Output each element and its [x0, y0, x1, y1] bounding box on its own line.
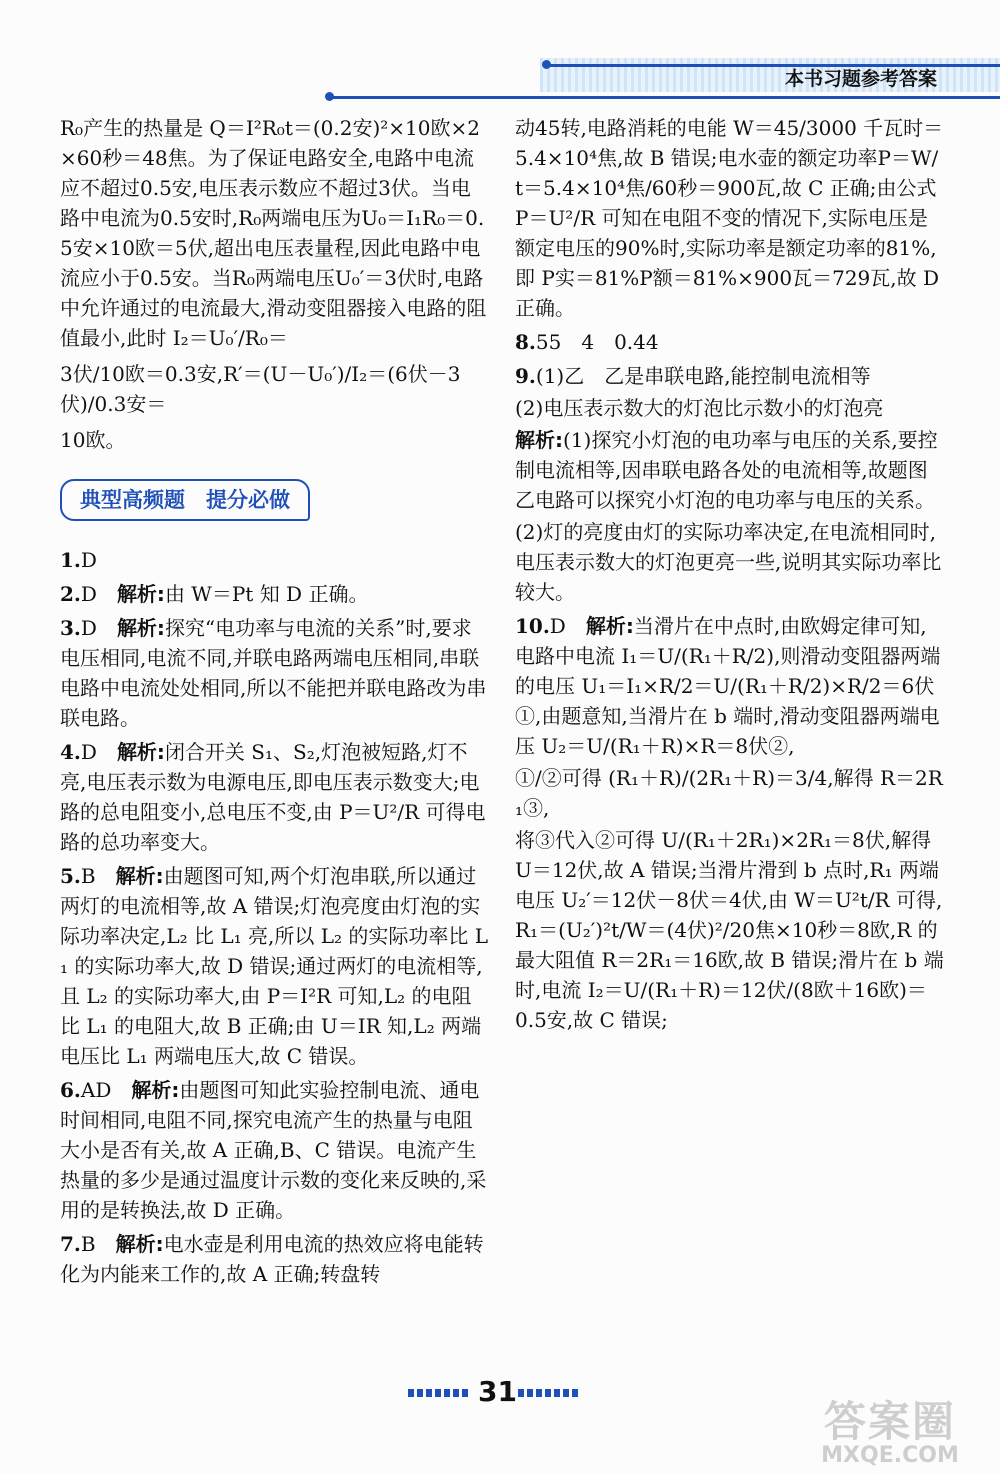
answer-1 — [60, 545, 490, 575]
right-column — [515, 113, 945, 1037]
header-label: 本书习题参考答案 — [785, 68, 938, 90]
page-number-ornament — [518, 1389, 580, 1397]
jiexi-label: 解析: — [116, 582, 165, 606]
answer-number: 3. — [60, 616, 81, 640]
continued-formula: 3伏/10欧＝0.3安,R′＝(U－U₀′)/I₂＝(6伏－3伏)/0.3安＝ — [60, 362, 461, 416]
answer-number: 2. — [60, 582, 81, 606]
answer-number: 6. — [60, 1078, 81, 1102]
page-number: 31 — [478, 1375, 517, 1408]
answer-7-continued: 动45转,电路消耗的电能 W＝45/3000 千瓦时＝5.4×10⁴焦,故 B 错误;电水壶的额定功率P＝W/t＝5.4×10⁴焦/60秒＝900瓦,故 C 正确;由公式 P＝U²/R 可知在电阻不变的情况下,实际电压是额定电压的90%时,实际功率是额定功率的81%,即 P实＝81%P额＝81%×900瓦＝729瓦,故 D 正确。 — [515, 116, 944, 320]
watermark-text: 答案圈 — [823, 1397, 956, 1446]
answer-7 — [60, 1229, 490, 1289]
answer-8 — [515, 327, 945, 357]
jiexi-label: 解析: — [131, 1078, 180, 1102]
header-dot-icon — [542, 60, 551, 69]
answer-10 — [515, 611, 945, 761]
answer-part-1: (1)乙 乙是串联电路,能控制电流相等 — [535, 364, 871, 388]
answer-number: 1. — [60, 548, 81, 572]
jiexi-label: 解析: — [116, 740, 165, 764]
answer-number: 10. — [515, 614, 550, 638]
answer-choice: D — [549, 614, 566, 638]
answer-number: 8. — [515, 330, 536, 354]
answer-choice: D — [80, 740, 97, 764]
answer-explanation: (1)探究小灯泡的电功率与电压的关系,要控制电流相等,因串联电路各处的电流相等,故题图乙电路可以探究小灯泡的电功率与电压的关系。 — [515, 428, 938, 512]
answer-explanation: 由 W＝Pt 知 D 正确。 — [164, 582, 369, 606]
section-heading: 典型高频题 提分必做 — [60, 479, 310, 521]
answer-explanation: 探究“电功率与电流的关系”时,要求电压相同,电流不同,并联电路两端电压相同,串联电路中电流处处相同,所以不能把并联电路改为串联电路。 — [60, 616, 487, 730]
answer-explanation: 闭合开关 S₁、S₂,灯泡被短路,灯不亮,电压表示数为电源电压,即电压表示数变大;电路的总电阻变小,总电压不变,由 P＝U²/R 可得电路的总功率变大。 — [60, 740, 486, 854]
answer-3 — [60, 613, 490, 733]
answer-choice: B — [80, 1232, 96, 1256]
jiexi-label: 解析: — [585, 614, 634, 638]
page-number-ornament — [408, 1389, 470, 1397]
answer-6 — [60, 1075, 490, 1225]
watermark-url: MXQE.COM — [821, 1443, 959, 1468]
continued-solution: R₀产生的热量是 Q＝I²R₀t＝(0.2安)²×10欧×2×60秒＝48焦。为了保证电路安全,电路中电流应不超过0.5安,电压表示数应不超过3伏。当电路中电流为0.5安时,R₀两端电压为U₀＝I₁R₀＝0.5安×10欧＝5伏,超出电压表量程,因此电路中电流应小于0.5安。当R₀两端电压U₀′＝3伏时,电路中允许通过的电流最大,滑动变阻器接入电路的阻值最小,此时 I₂＝U₀′/R₀＝ — [60, 116, 487, 350]
jiexi-label: 解析: — [115, 1232, 164, 1256]
answer-choice: B — [80, 864, 96, 888]
left-column — [60, 113, 490, 1293]
header-dot-icon — [325, 92, 334, 101]
header-rule-bottom — [330, 96, 1000, 99]
watermark — [790, 1397, 990, 1470]
answer-9-part-2: (2)电压表示数大的灯泡比示数小的灯泡亮 — [515, 396, 884, 420]
answer-explanation: 电水壶是利用电流的热效应将电能转化为内能来工作的,故 A 正确;转盘转 — [60, 1232, 484, 1286]
answer-9 — [515, 361, 945, 391]
answer-10-step-2: ①/②可得 (R₁＋R)/(2R₁＋R)＝3/4,解得 R＝2R₁③, — [515, 766, 943, 820]
answer-2 — [60, 579, 490, 609]
answer-5 — [60, 861, 490, 1071]
jiexi-label: 解析: — [515, 428, 563, 452]
answer-10-step-3: 将③代入②可得 U/(R₁＋2R₁)×2R₁＝8伏,解得U＝12伏,故 A 错误;当滑片滑到 b 点时,R₁ 两端电压 U₂′＝12伏－8伏＝4伏,由 W＝U²t/R 可得,R₁＝(U₂′)²t/W＝(4伏)²/20焦×10秒＝8欧,R 的最大阻值 R＝2R₁＝16欧,故 B 错误;滑片在 b 端时,电流 I₂＝U/(R₁＋R)＝12伏/(8欧＋16欧)＝0.5安,故 C 错误; — [515, 828, 944, 1032]
answer-explanation: 当滑片在中点时,由欧姆定律可知,电路中电流 I₁＝U/(R₁＋R/2),则滑动变阻器两端的电压 U₁＝I₁×R/2＝U/(R₁＋R/2)×R/2＝6伏①,由题意知,当滑片在 b 端时,滑动变阻器两端电压 U₂＝U/(R₁＋R)×R＝8伏②, — [515, 614, 941, 758]
answer-number: 9. — [515, 364, 536, 388]
answer-number: 5. — [60, 864, 81, 888]
jiexi-label: 解析: — [115, 864, 164, 888]
answer-number: 4. — [60, 740, 81, 764]
jiexi-label: 解析: — [116, 616, 165, 640]
answer-9-explanation-1 — [515, 425, 945, 515]
answer-4 — [60, 737, 490, 857]
answer-choice: D — [80, 616, 97, 640]
continued-result: 10欧。 — [60, 428, 126, 452]
answer-choice: 55 4 0.44 — [535, 330, 659, 354]
answer-9-explanation-2: (2)灯的亮度由灯的实际功率决定,在电流相同时,电压表示数大的灯泡更亮一些,说明其实际功率比较大。 — [515, 520, 942, 604]
answer-explanation: 由题图可知此实验控制电流、通电时间相同,电阻不同,探究电流产生的热量与电阻大小是否有关,故 A 正确,B、C 错误。电流产生热量的多少是通过温度计示数的变化来反映的,采用的是转换法,故 D 正确。 — [60, 1078, 487, 1222]
answer-choice: D — [80, 548, 97, 572]
answer-choice: AD — [80, 1078, 112, 1102]
answer-choice: D — [80, 582, 97, 606]
answer-number: 7. — [60, 1232, 81, 1256]
answer-explanation: 由题图可知,两个灯泡串联,所以通过两灯的电流相等,故 A 错误;灯泡亮度由灯泡的实际功率决定,L₂ 比 L₁ 亮,所以 L₂ 的实际功率比 L₁ 的实际功率大,故 D 错误;通过两灯的电流相等,且 L₂ 的实际功率大,由 P＝I²R 可知,L₂ 的电阻比 L₁ 的电阻大,故 B 正确;由 U＝IR 知,L₂ 两端电压比 L₁ 两端电压大,故 C 错误。 — [60, 864, 489, 1068]
